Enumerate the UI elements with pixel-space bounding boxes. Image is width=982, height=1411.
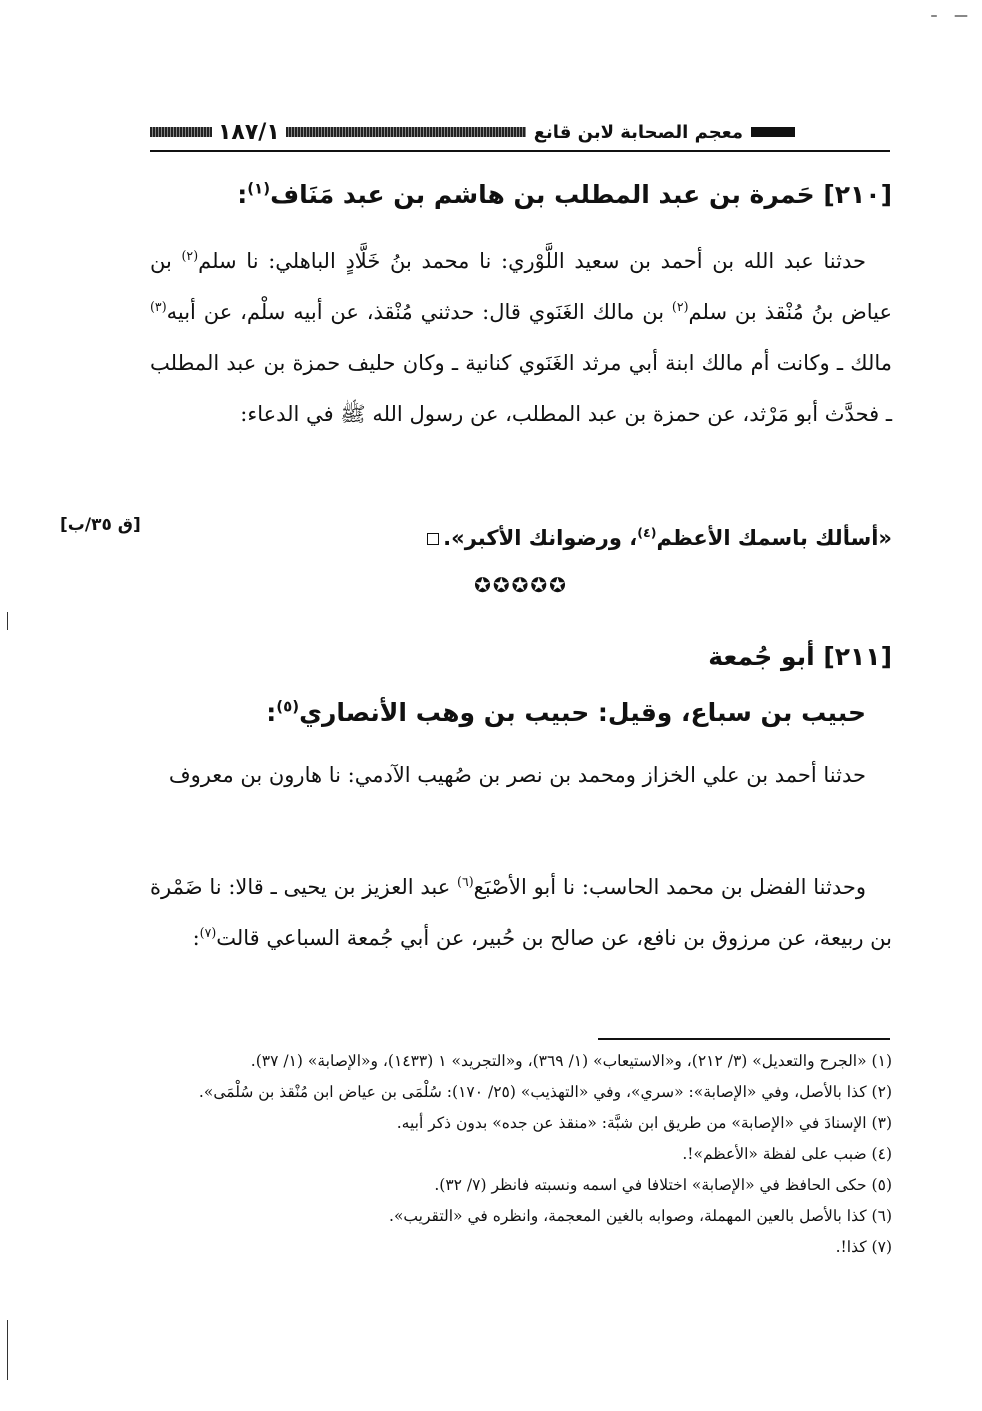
footnote-text: ضبب على لفظة «الأعظم»!. xyxy=(682,1145,867,1163)
footnote-number: (٧) xyxy=(871,1238,892,1256)
quote-text: «أسألك باسمك الأعظم xyxy=(656,526,892,550)
top-corner-marks: – — xyxy=(930,8,974,24)
footnote-number: (٣) xyxy=(871,1114,892,1132)
footnote-text: كذا!. xyxy=(835,1238,867,1256)
footnote-ref-4[interactable]: (٤) xyxy=(637,525,657,540)
entry-210-paragraph xyxy=(150,236,892,440)
quote-end: ، ورضوانك الأكبر». xyxy=(443,526,638,550)
scan-edge-mark xyxy=(7,612,8,630)
footnote-ref-2b[interactable]: (٢) xyxy=(671,299,689,314)
footnote-number: (٦) xyxy=(871,1207,892,1225)
entry-210-title: [٢١٠] حَمرة بن عبد المطلب بن هاشم بن عبد مَنَاف xyxy=(270,180,892,209)
footnote-number: (٢) xyxy=(871,1083,892,1101)
footnote-5 xyxy=(150,1170,892,1201)
entry-211-name-end: : xyxy=(266,698,277,727)
footnote-text: حكى الحافظ في «الإصابة» اختلافا في اسمه ونسبته فانظر (٧/ ٣٢). xyxy=(434,1176,867,1194)
footnote-text: الإسنادَ في «الإصابة» من طريق ابن شبَّة: «منقذ عن جده» بدون ذكر أبيه. xyxy=(396,1114,867,1132)
entry-210-text-d: مالك ـ وكانت أم مالك ابنة أبي مرثد الغَنَوي كنانية ـ وكان حليف حمزة بن عبد المطلب ـ فحدَّث أبو مَرْثد، عن حمزة بن عبد المطلب، عن رسول الله ﷺ في الدعاء: xyxy=(150,351,892,426)
end-square-icon xyxy=(427,533,439,545)
footnote-4 xyxy=(150,1139,892,1170)
footnote-rule xyxy=(598,1038,890,1040)
running-header xyxy=(150,112,890,156)
entry-211-text-2a: وحدثنا الفضل بن محمد الحاسب: نا أبو الأصْبَع xyxy=(473,875,866,899)
book-title: معجم الصحابة لابن قانع xyxy=(533,121,743,143)
page-number: ١٨٧/١ xyxy=(218,119,280,145)
footnotes xyxy=(150,1046,892,1263)
entry-211-text-1: حدثنا أحمد بن علي الخزاز ومحمد بن نصر بن صُهيب الآدمي: نا هارون بن معروف xyxy=(168,763,866,787)
footnote-ref-7[interactable]: (٧) xyxy=(199,925,217,940)
footnote-1 xyxy=(150,1046,892,1077)
footnote-ref-5[interactable]: (٥) xyxy=(276,697,300,716)
footnote-ref-6[interactable]: (٦) xyxy=(457,874,474,889)
entry-211-paragraph-2 xyxy=(150,862,892,964)
scan-edge-mark xyxy=(7,1320,8,1380)
section-separator: ✪✪✪✪✪ xyxy=(474,573,568,597)
entry-211-subheading xyxy=(150,688,892,738)
entry-210-text-a: حدثنا عبد الله بن أحمد بن سعيد اللَّوْري: نا محمد بنُ خَلَّادٍ الباهلي: نا سلم xyxy=(198,249,866,273)
manuscript-folio-note: [ق ٣٥/ب] xyxy=(60,515,141,535)
entry-211-name: حبيب بن سباع، وقيل: حبيب بن وهب الأنصاري xyxy=(299,698,866,727)
footnote-text: كذا بالأصل، وفي «الإصابة»: «سري»، وفي «التهذيب» (٢٥/ ١٧٠): سُلْمَى بن عياض ابن مُنْقذ بن سُلْمَى». xyxy=(198,1083,867,1101)
footnote-ref-1[interactable]: (١) xyxy=(247,179,271,198)
entry-210-title-end: : xyxy=(237,180,248,209)
header-row xyxy=(150,118,890,146)
footnote-ref-2a[interactable]: (٢) xyxy=(181,248,199,263)
footnote-number: (٤) xyxy=(871,1145,892,1163)
entry-210-heading xyxy=(150,170,892,220)
footnote-text: «الجرح والتعديل» (٣/ ٢١٢)، و«الاستيعاب» (١/ ٣٦٩)، و«التجريد» ١ (١٤٣٣)، و«الإصابة» (١/ ٣٧). xyxy=(250,1052,867,1070)
footnote-number: (٥) xyxy=(871,1176,892,1194)
entry-211-text-2b: عبد العزيز بن يحيى ـ قالا: نا ضَمْرة بن ربيعة، عن مرزوق بن نافع، عن صالح بن حُبير، عن أبي جُمعة السباعي قالت xyxy=(150,875,892,950)
entry-211-text-2-end: : xyxy=(192,926,200,950)
entry-210-text-b: بن عياض بنُ مُنْقذ بن سلم xyxy=(150,249,892,324)
footnote-text: كذا بالأصل بالعين المهملة، وصوابه بالغين المعجمة، وانظره في «التقريب». xyxy=(389,1207,867,1225)
footnote-6 xyxy=(150,1201,892,1232)
header-ornament-left xyxy=(150,127,212,137)
footnote-7 xyxy=(150,1232,892,1263)
footnote-number: (١) xyxy=(871,1052,892,1070)
entry-211-heading: [٢١١] أبو جُمعة xyxy=(708,642,892,671)
entry-210-text-c: بن مالك الغَنَوي قال: حدثني مُنْقذ، عن أبيه سلْم، عن أبيه xyxy=(166,300,672,324)
header-ornament-right xyxy=(751,127,795,137)
footnote-3 xyxy=(150,1108,892,1139)
header-rule xyxy=(150,150,890,152)
header-ornament-middle xyxy=(286,127,526,137)
entry-211-paragraph-1 xyxy=(150,750,892,801)
footnote-2 xyxy=(150,1077,892,1108)
footnote-ref-3[interactable]: (٣) xyxy=(150,299,167,314)
entry-210-quote xyxy=(150,518,956,558)
